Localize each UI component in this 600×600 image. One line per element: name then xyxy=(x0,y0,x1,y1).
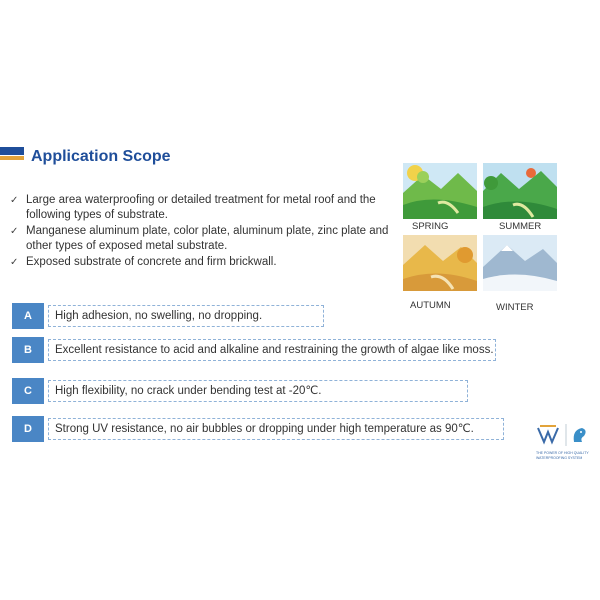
check-icon: ✓ xyxy=(10,257,19,268)
list-item: ✓ Large area waterproofing or detailed treatment for metal roof and the following types of substrate. xyxy=(10,194,376,221)
feature-letter: D xyxy=(12,416,44,442)
feature-letter: A xyxy=(12,303,44,329)
feature-text: Excellent resistance to acid and alkaline and restraining the growth of algae like moss. xyxy=(48,339,496,361)
list-item: ✓ Manganese aluminum plate, color plate, aluminum plate, zinc plate and other types of exposed metal substrate. xyxy=(10,225,389,252)
winter-image xyxy=(483,235,557,291)
check-icon: ✓ xyxy=(10,195,19,206)
winter-label: WINTER xyxy=(496,302,534,313)
logo-tagline: WATERPROOFING SYSTEM xyxy=(536,456,583,460)
feature-text: High flexibility, no crack under bending test at -20℃. xyxy=(48,380,468,402)
summer-image xyxy=(483,163,557,219)
summer-label: SUMMER xyxy=(499,221,542,232)
list-item: ✓ Exposed substrate of concrete and firm brickwall. xyxy=(10,256,277,268)
feature-letter: C xyxy=(12,378,44,404)
page-title: Application Scope xyxy=(31,148,171,165)
check-icon: ✓ xyxy=(10,226,19,237)
seasons-illustration xyxy=(403,163,563,313)
logo-tagline: THE POWER OF HIGH QUALITY xyxy=(536,451,589,455)
spring-image xyxy=(403,163,477,219)
substrate-list xyxy=(8,193,393,271)
feature-text: High adhesion, no swelling, no dropping. xyxy=(48,305,324,327)
title-accent-bar xyxy=(0,147,24,161)
feature-text: Strong UV resistance, no air bubbles or dropping under high temperature as 90℃. xyxy=(48,418,504,440)
autumn-image xyxy=(403,235,477,291)
spring-label: SPRING xyxy=(412,221,449,232)
feature-letter: B xyxy=(12,337,44,363)
autumn-label: AUTUMN xyxy=(410,300,451,311)
